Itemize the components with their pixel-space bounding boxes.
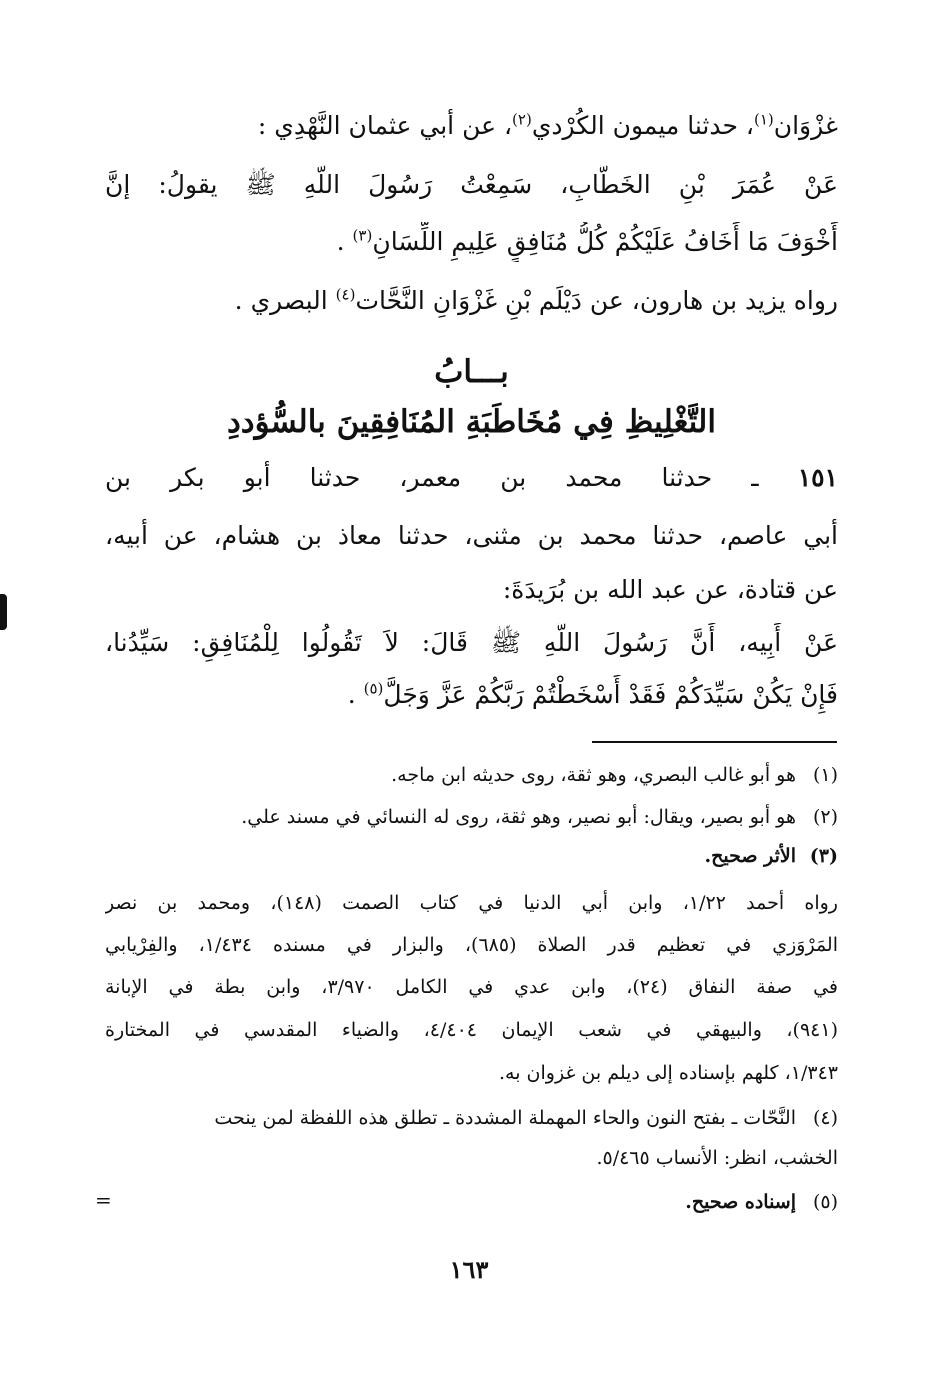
footnote-3 [105,841,838,871]
footnote-marker: (٣) [352,226,373,245]
footnote-separator [592,741,837,743]
footnote-text: هو أبو غالب البصري، وهو ثقة، روى حديثه ابن ماجه. [391,764,796,786]
footnote-1 [105,760,838,790]
hadith-number: ١٥١ [797,463,838,492]
body-text: فَإِنْ يَكُنْ سَيِّدَكُمْ فَقَدْ أَسْخَطْتُمْ رَبَّكُمْ عَزَّ وَجَلَّ [383,680,838,709]
body-text: . [336,227,353,256]
body-line-2: عَنْ عُمَرَ بْنِ الخَطَّابِ، سَمِعْتُ رَسُولَ اللَّهِ ﷺ يقولُ: إنَّ [105,170,838,199]
body-text: . [347,680,364,709]
footnote-number: (٢) [812,806,838,828]
continuation-mark: = [95,1188,112,1212]
page-number: ١٦٣ [449,1255,489,1284]
body-line-4 [105,281,838,321]
footnote-marker: (٥) [363,679,384,698]
body-text: غزْوَان [773,111,838,140]
footnote-marker: (٤) [335,285,356,304]
footnote-3-line-4: (٩٤١)، والبيهقي في شعب الإيمان ٤/٤٠٤، والضياء المقدسي في المختارة [105,1019,838,1041]
body-text: البصري . [234,286,336,315]
footnote-marker: (٢) [512,110,532,129]
footnote-3-line-5: ١/٣٤٣، كلهم بإسناده إلى ديلم بن غزوان به. [499,1062,838,1084]
hadith-line-5 [105,675,838,715]
footnote-marker: (١) [753,110,774,129]
page-edge-mark [0,594,7,630]
chapter-heading: بـــابُ [434,354,509,390]
body-text: أَخْوَفَ مَا أَخَافُ عَلَيْكُمْ كُلُّ مُنَافِقٍ عَلِيمِ اللِّسَانِ [372,227,838,256]
hadith-line-3: عن قتادة، عن عبد الله بن بُرَيدَةَ: [502,575,838,604]
body-text: ، عن أبي عثمان النَّهْدِي : [257,111,513,140]
footnote-number: (٣) [809,845,838,867]
footnote-5 [105,1187,838,1217]
footnote-3-line-2: المَرْوَزي في تعظيم قدر الصلاة (٦٨٥)، والبزار في مسنده ١/٤٣٤، والفِرْيابي [105,934,838,956]
footnote-number: (١) [812,764,838,786]
footnote-text: النَّحّات ـ بفتح النون والحاء المهملة المشددة ـ تطلق هذه اللفظة لمن ينحت [214,1107,796,1129]
footnote-4 [105,1103,838,1133]
footnote-number: (٥) [812,1191,838,1213]
footnote-text: إسناده صحيح. [685,1191,796,1213]
chapter-title: التَّغْلِيظِ فِي مُخَاطَبَةِ المُنَافِقِينَ بالسُّؤددِ [227,404,716,440]
body-text: ، حدثنا ميمون الكُرْدي [531,111,754,140]
body-text: ـ حدثنا محمد بن معمر، حدثنا أبو بكر بن [105,463,798,492]
hadith-line-1 [105,458,838,498]
body-line-1 [105,106,838,146]
footnote-4-line-2: الخشب، انظر: الأنساب ٥/٤٦٥. [596,1147,838,1169]
hadith-line-2: أبي عاصم، حدثنا محمد بن مثنى، حدثنا معاذ بن هشام، عن أبيه، [105,521,838,550]
footnote-number: (٤) [812,1107,838,1129]
footnote-text: الأثر صحيح. [704,845,796,867]
footnote-3-line-3: في صفة النفاق (٢٤)، وابن عدي في الكامل ٣/٩٧٠، وابن بطة في الإبانة [105,976,838,998]
body-text: رواه يزيد بن هارون، عن دَيْلَم بْنِ غَزْوَانِ النَّحَّات [355,286,838,315]
hadith-line-4: عَنْ أَبِيه، أَنَّ رَسُولَ اللَّهِ ﷺ قَالَ: لاَ تَقُولُوا لِلْمُنَافِقِ: سَيِّدُنا، [105,628,838,657]
footnote-text: هو أبو بصير، ويقال: أبو نصير، وهو ثقة، روى له النسائي في مسند علي. [241,806,796,828]
footnote-3-line-1: رواه أحمد ١/٢٢، وابن أبي الدنيا في كتاب الصمت (١٤٨)، ومحمد بن نصر [105,892,838,914]
footnote-2 [105,802,838,832]
body-line-3 [105,222,838,262]
